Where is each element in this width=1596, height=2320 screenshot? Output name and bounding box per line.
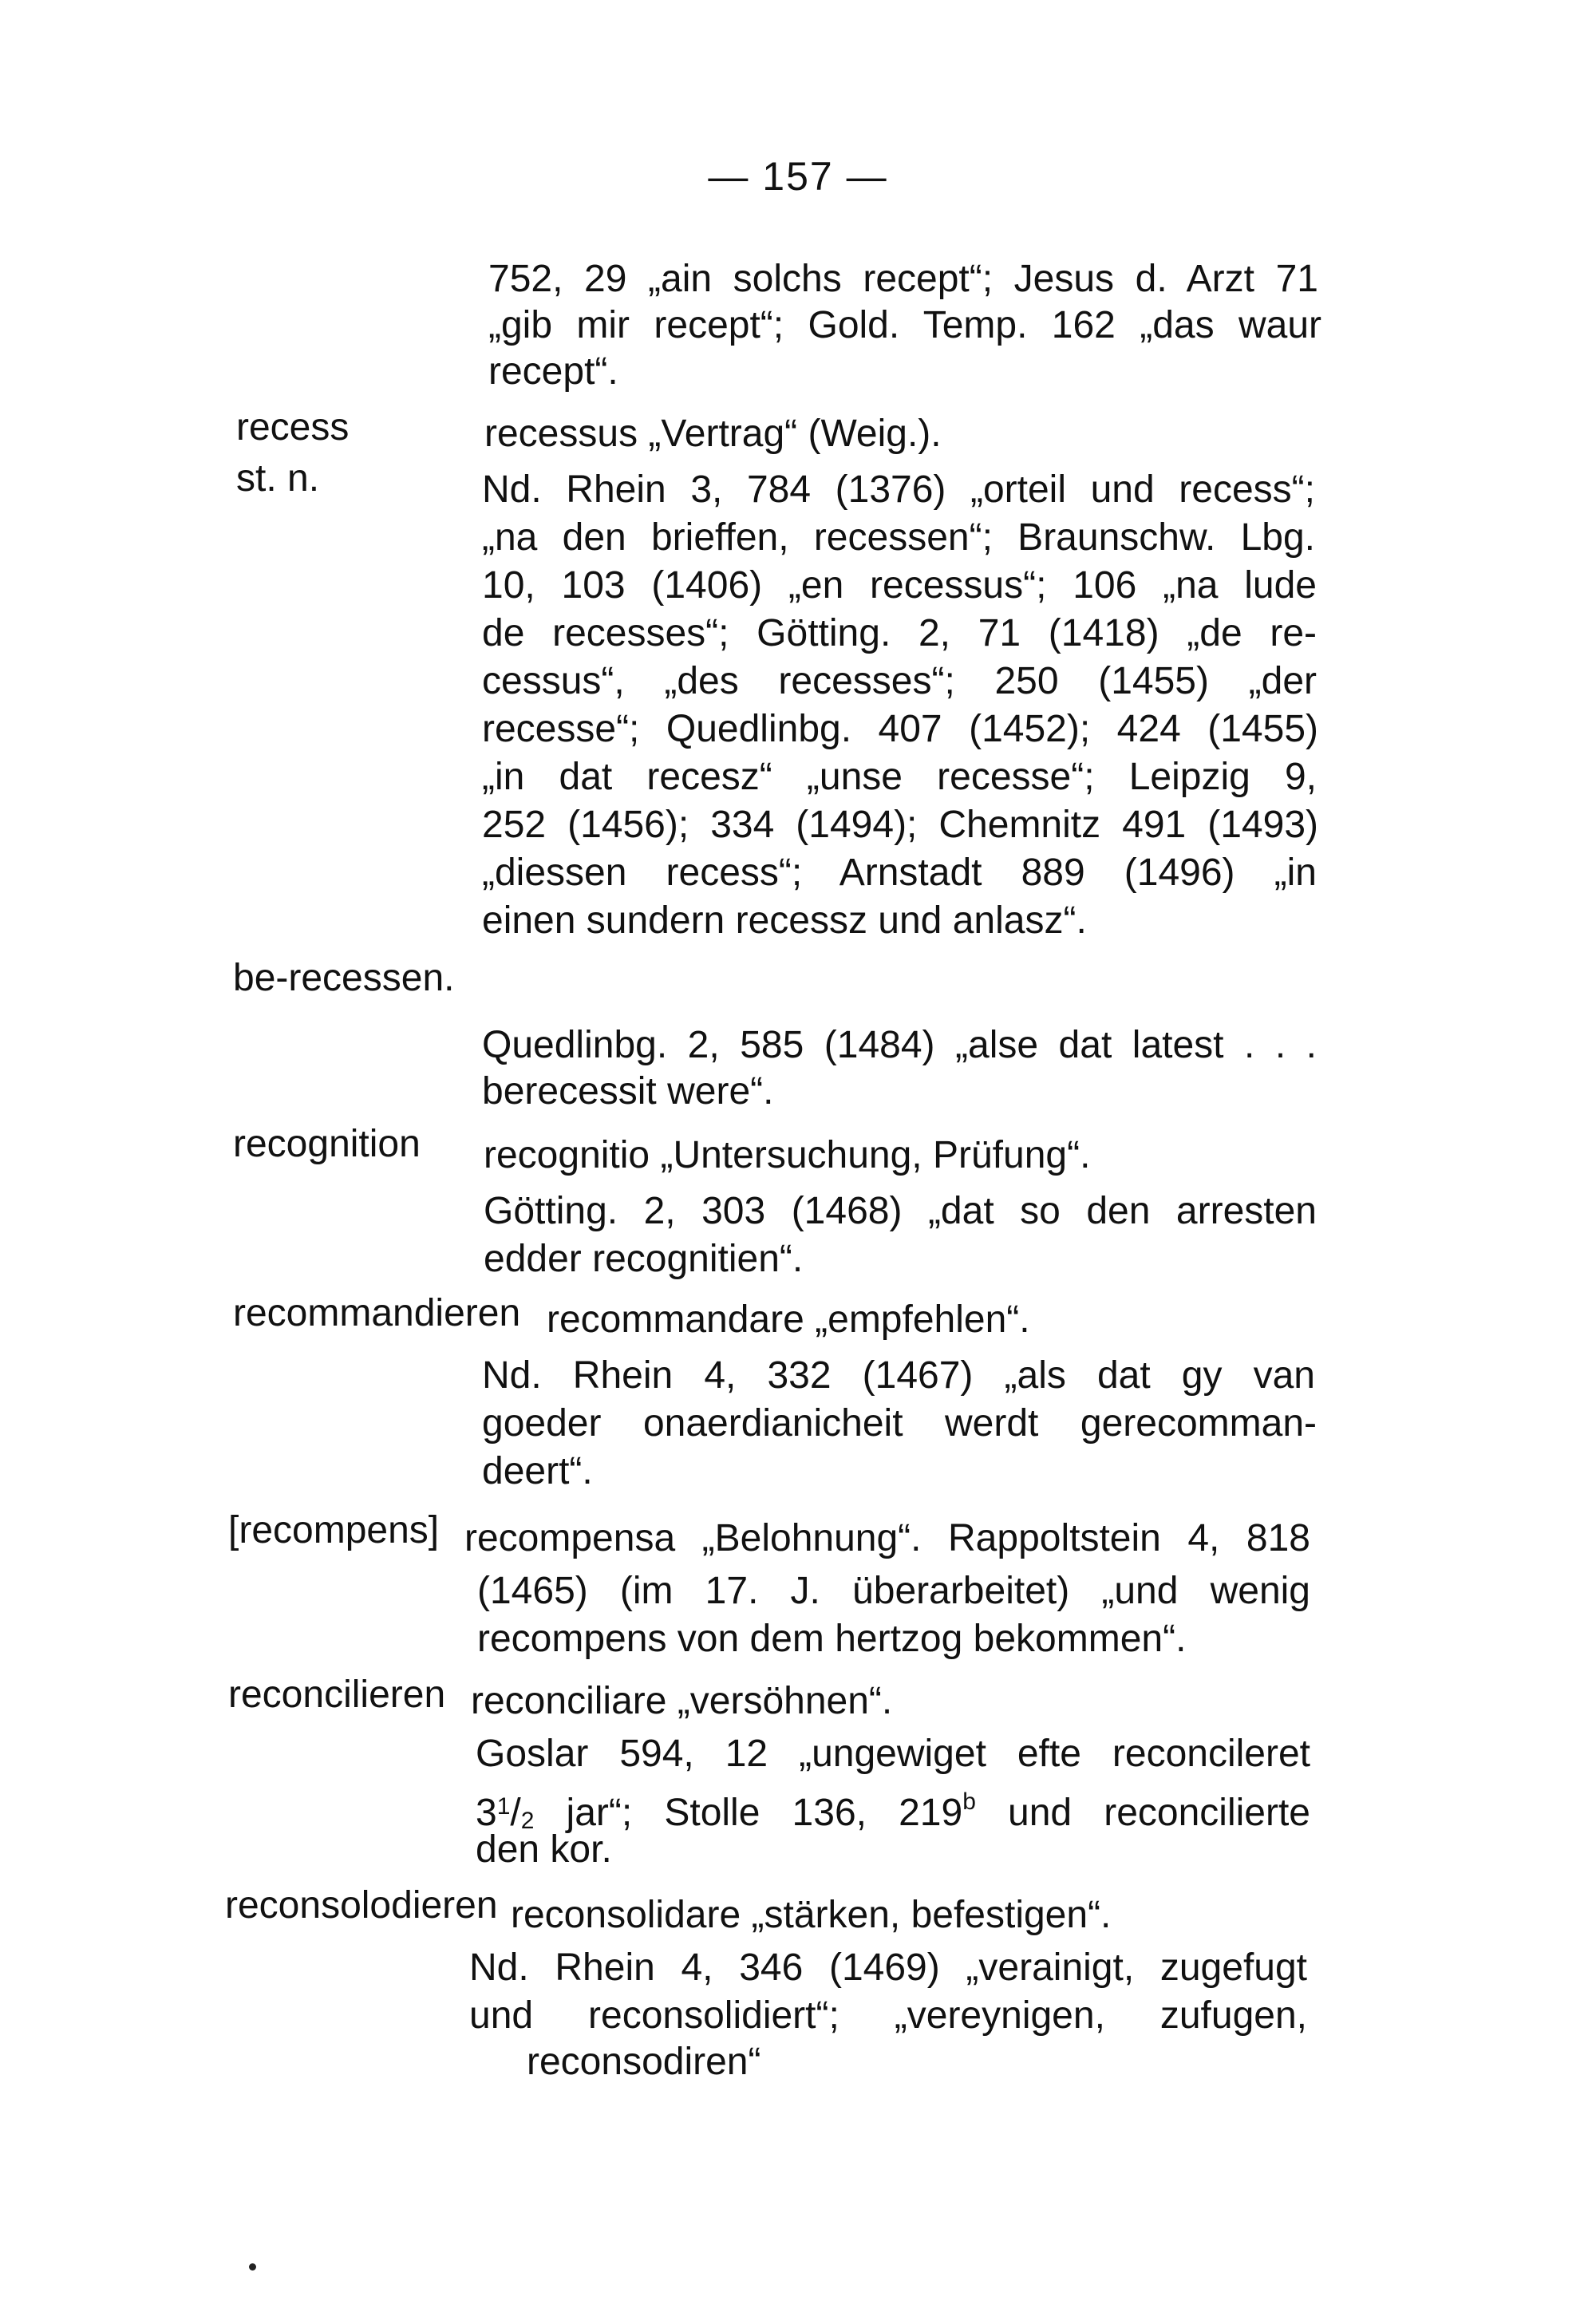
- fraction-whole: 3: [476, 1792, 497, 1834]
- entry-line: reconciliare „versöhnen“.: [471, 1680, 893, 1722]
- entry-line: recognitio „Untersuchung, Prüfung“.: [484, 1134, 1091, 1176]
- entry-line: recommandare „empfehlen“.: [547, 1298, 1030, 1341]
- entry-line: reconsolidare „stärken, befestigen“.: [511, 1894, 1112, 1936]
- entry-line: recompens von dem hertzog bekommen“.: [477, 1618, 1187, 1660]
- entry-line: Goslar 594, 12 „ungewiget efte reconcileret: [476, 1733, 1310, 1775]
- lemma-recompens: [recompens]: [228, 1509, 440, 1551]
- entry-line: berecessit were“.: [482, 1070, 774, 1113]
- entry-line: goeder onaerdianicheit werdt gerecomman-: [482, 1402, 1317, 1445]
- entry-line: Nd. Rhein 4, 346 (1469) „verainigt, zugefugt: [469, 1947, 1307, 1989]
- entry-line: (1465) (im 17. J. überarbeitet) „und wenig: [477, 1570, 1310, 1612]
- entry-line: $3^1/2$ jar“; Stolle 136, 219$^b$ und reconcilierte: [476, 1788, 1310, 1834]
- entry-line: und reconsolidiert“; „vereynigen, zufugen,: [469, 1994, 1307, 2037]
- fraction-denominator: 2: [520, 1808, 535, 1834]
- entry-line: Nd. Rhein 3, 784 (1376) „orteil und recess“;: [482, 468, 1315, 511]
- page-number: — 157 —: [708, 154, 888, 199]
- entry-line: recesse“; Quedlinbg. 407 (1452); 424 (1455): [482, 708, 1318, 750]
- entry-text: jar“; Stolle 136, 219: [534, 1792, 963, 1834]
- entry-line: „na den brieffen, recessen“; Braunschw. Lbg.: [482, 516, 1315, 559]
- entry-line: 10, 103 (1406) „en recessus“; 106 „na lude: [482, 564, 1317, 607]
- entry-line: „in dat recesz“ „unse recesse“; Leipzig 9,: [482, 756, 1317, 798]
- entry-line: den kor.: [476, 1828, 612, 1871]
- lemma-berecessen: be-recessen.: [233, 957, 455, 999]
- lemma-reconsolodieren: reconsolodieren: [225, 1884, 498, 1927]
- entry-line: einen sundern recessz und anlasz“.: [482, 899, 1087, 942]
- entry-line: 252 (1456); 334 (1494); Chemnitz 491 (1493): [482, 804, 1318, 846]
- entry-text: und reconcilierte: [975, 1792, 1310, 1834]
- entry-line: recompensa „Belohnung“. Rappoltstein 4, 818: [464, 1517, 1310, 1559]
- entry-line: Götting. 2, 303 (1468) „dat so den arresten: [484, 1190, 1317, 1232]
- entry-line: Nd. Rhein 4, 332 (1467) „als dat gy van: [482, 1354, 1315, 1397]
- lemma-grammar: st. n.: [236, 457, 320, 500]
- entry-line: deert“.: [482, 1450, 593, 1492]
- lemma-reconcilieren: reconcilieren: [228, 1674, 446, 1716]
- ink-speck: [249, 2263, 256, 2271]
- entry-line: Quedlinbg. 2, 585 (1484) „alse dat latest . . .: [482, 1024, 1317, 1066]
- entry-line: 752, 29 „ain solchs recept“; Jesus d. Arzt 71: [488, 258, 1318, 300]
- superscript: b: [962, 1788, 976, 1815]
- entry-line: recessus „Vertrag“ (Weig.).: [484, 413, 942, 455]
- entry-line: „gib mir recept“; Gold. Temp. 162 „das waur: [488, 304, 1321, 346]
- fraction-numerator: 1: [496, 1793, 511, 1820]
- entry-line: cessus“, „des recesses“; 250 (1455) „der: [482, 660, 1317, 702]
- entry-line: recept“.: [488, 350, 618, 393]
- entry-line: reconsodiren“: [527, 2041, 761, 2083]
- entry-line: „diessen recess“; Arnstadt 889 (1496) „in: [482, 852, 1317, 894]
- entry-line: de recesses“; Götting. 2, 71 (1418) „de re-: [482, 612, 1317, 654]
- lemma-recognition: recognition: [233, 1123, 421, 1165]
- lemma-recommandieren: recommandieren: [233, 1292, 521, 1334]
- entry-line: edder recognitien“.: [484, 1238, 804, 1280]
- lemma-recess: recess: [236, 406, 350, 449]
